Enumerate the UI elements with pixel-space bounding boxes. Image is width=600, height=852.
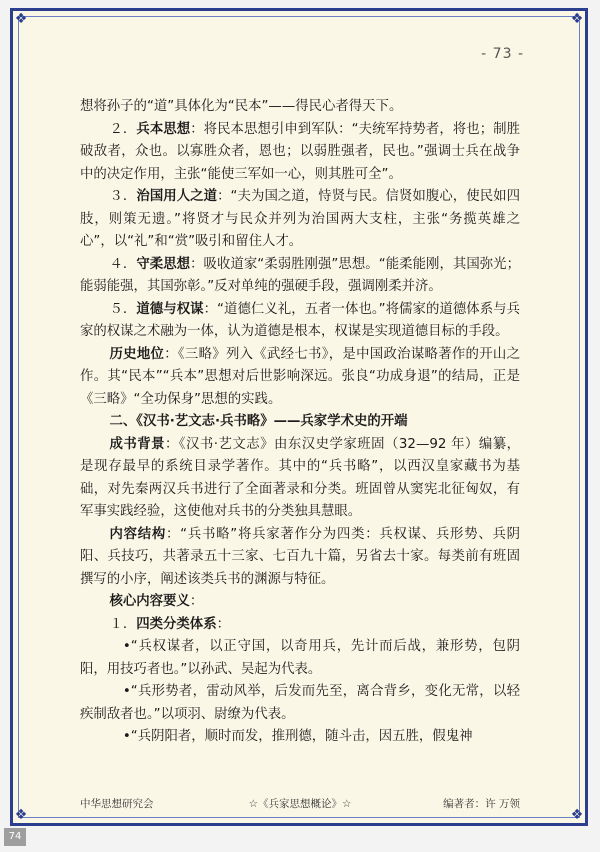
paragraph <box>80 636 520 681</box>
page-thumbnail-number: 74 <box>4 828 26 846</box>
text-run: ：将民本思想引申到军队：“夫统军持势者，将也；制胜破敌者，众也。以寡胜众者，恩也；以弱胜强者，民也。”强调士兵在战争中的决定作用，主张“能使三军如一心，则其胜可全”。 <box>80 121 520 182</box>
text-run: ：《三略》列入《武经七书》，是中国政治谋略著作的开山之作。其“民本”“兵本”思想对后世影响深远。张良“功成身退”的结局，正是《三略》“全功保身”思想的实践。 <box>80 346 521 407</box>
paragraph <box>80 96 520 119</box>
text-run: ：吸收道家“柔弱胜刚强”思想。“能柔能刚，其国弥光；能弱能强，其国弥彰。”反对单纯的强硬手段，强调刚柔并济。 <box>80 256 521 294</box>
text-run: ：“夫为国之道，恃贤与民。信贤如腹心，使民如四肢，则策无遗。”将贤才与民众并列为治国两大支柱，主张“务揽英雄之心”，以“礼”和“赏”吸引和留住人才。 <box>80 189 520 249</box>
paragraph <box>80 299 520 344</box>
bold-term: 核心内容要义 <box>109 594 190 609</box>
bold-term: 道德与权谋 <box>136 301 204 317</box>
bold-term: 四类分类体系 <box>136 616 217 632</box>
text-run: ４． <box>109 256 137 272</box>
text-run: ２． <box>109 121 137 137</box>
paragraph <box>80 411 520 434</box>
bold-term: 内容结构 <box>109 526 167 542</box>
footer-author: 编著者：许 万领 <box>443 798 520 810</box>
bold-term: 历史地位 <box>109 346 165 362</box>
paragraph <box>80 434 520 524</box>
bold-term: 兵本思想 <box>136 121 191 137</box>
text-run: １． <box>109 616 137 632</box>
page-footer <box>80 796 520 812</box>
bold-term: 守柔思想 <box>136 256 191 272</box>
text-run: •“兵阴阳者，顺时而发，推刑德，随斗击，因五胜，假鬼神 <box>122 729 473 744</box>
paragraph <box>80 254 520 299</box>
paragraph <box>80 591 520 614</box>
page-body <box>80 96 520 749</box>
text-run: ：“道德仁义礼，五者一体也。”将儒家的道德体系与兵家的权谋之术融为一体，认为道德是根本，权谋是实现道德目标的手段。 <box>80 301 520 339</box>
text-run: ：《汉书·艺文志》由东汉史学家班固（32—92 年）编纂，是现存最早的系统目录学著作。其中的“兵书略”，以西汉皇家藏书为基础，对先秦两汉兵书进行了全面著录和分类。班固曾从窦宪北征匈奴，有军事实践经验，这使他对兵书的分类独具慧眼。 <box>80 436 521 519</box>
text-run: ５． <box>109 301 137 317</box>
paragraph <box>80 344 520 412</box>
text-run: •“兵权谋者，以正守国，以奇用兵，先计而后战，兼形势，包阴阳，用技巧者也。”以孙武、吴起为代表。 <box>80 639 520 677</box>
paragraph <box>80 614 520 637</box>
footer-organization: 中华思想研究会 <box>80 798 154 810</box>
text-run: •“兵形势者，雷动风举，后发而先至，离合背乡，变化无常，以轻疾制敌者也。”以项羽、尉缭为代表。 <box>80 684 520 722</box>
paragraph <box>80 119 520 187</box>
paragraph <box>80 726 520 749</box>
text-run: ３． <box>109 189 137 204</box>
footer-book-title: ☆《兵家思想概论》☆ <box>248 798 352 810</box>
bold-term: 二、《汉书·艺文志·兵书略》——兵家学术史的开端 <box>109 414 408 429</box>
paragraph <box>80 186 520 254</box>
corner-ornament-icon: ❖ <box>570 807 584 823</box>
bold-term: 治国用人之道 <box>136 189 218 204</box>
text-run: ：“兵书略”将兵家著作分为四类：兵权谋、兵形势、兵阴阳、兵技巧，共著录五十三家、七百九十篇，另省去十家。每类前有班固撰写的小序，阐述该类兵书的渊源与特征。 <box>80 526 521 587</box>
text-run: ： <box>189 594 204 609</box>
text-run: ： <box>216 616 230 632</box>
bold-term: 成书背景 <box>109 436 165 452</box>
paragraph <box>80 681 520 726</box>
corner-ornament-icon: ❖ <box>570 11 584 27</box>
paragraph <box>80 524 520 592</box>
text-run: 想将孙子的“道”具体化为“民本”——得民心者得天下。 <box>80 99 403 114</box>
corner-ornament-icon: ❖ <box>14 807 28 823</box>
corner-ornament-icon: ❖ <box>14 11 28 27</box>
page-number: - 73 - <box>481 46 524 62</box>
